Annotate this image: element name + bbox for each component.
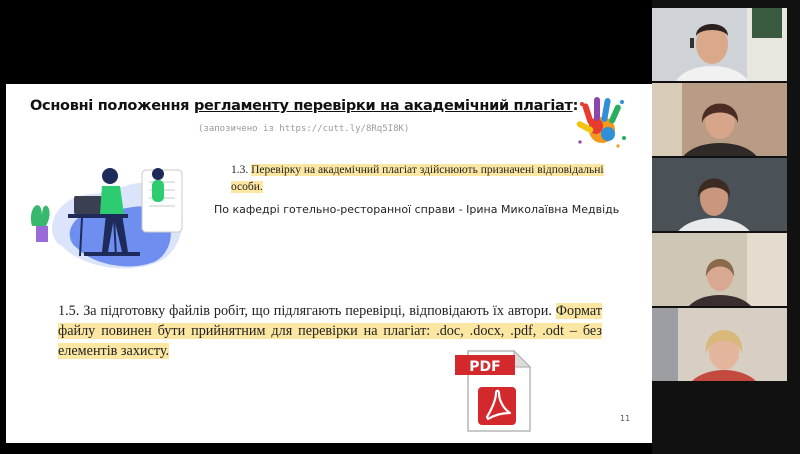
slide-title-plain: Основні положення <box>30 98 194 114</box>
paragraph-1-3 <box>231 162 636 196</box>
paragraph-1-5-highlight: Формат файлу повинен бути прийнятним для перевірки на плагіат: .doc, .docx, .pdf, .odt – без елементів захисту. <box>58 303 602 359</box>
participant-3-video[interactable] <box>652 158 787 231</box>
paragraph-1-5-plain: 1.5. За підготовку файлів робіт, що підлягають перевірці, відповідають їх автори. <box>58 303 556 319</box>
participant-5-video[interactable] <box>652 308 787 381</box>
office-workers-illustration <box>22 156 202 278</box>
slide-source-note: (запозичено із https://cutt.ly/8Rq5I8K) <box>198 124 410 134</box>
slide-title-underlined: регламенту перевірки на академічний плагіат <box>193 98 573 114</box>
colorful-hand-logo-icon <box>572 94 632 150</box>
participant-1-video[interactable] <box>652 8 787 81</box>
participant-4-video[interactable] <box>652 233 787 306</box>
pdf-file-icon <box>454 349 532 433</box>
department-responsible-note: По кафедрі готельно-ресторанної справи - Ірина Миколаївна Медвідь <box>214 203 620 216</box>
person-video-icon <box>652 83 787 156</box>
slide-page-number: 11 <box>620 414 631 423</box>
participant-video-strip <box>652 0 800 454</box>
person-video-icon <box>652 308 787 381</box>
paragraph-1-3-highlight: Перевірку на академічний плагіат здійснюють призначені відповідальні особи. <box>231 164 604 193</box>
person-video-icon <box>652 233 787 306</box>
presentation-slide <box>6 84 652 443</box>
pdf-label: PDF <box>469 359 501 375</box>
participant-2-video[interactable] <box>652 83 787 156</box>
person-video-icon <box>652 158 787 231</box>
paragraph-1-3-number: 1.3. <box>231 164 252 176</box>
slide-title <box>30 98 578 114</box>
person-video-icon <box>652 8 787 81</box>
slide-title-end: : <box>572 98 579 114</box>
